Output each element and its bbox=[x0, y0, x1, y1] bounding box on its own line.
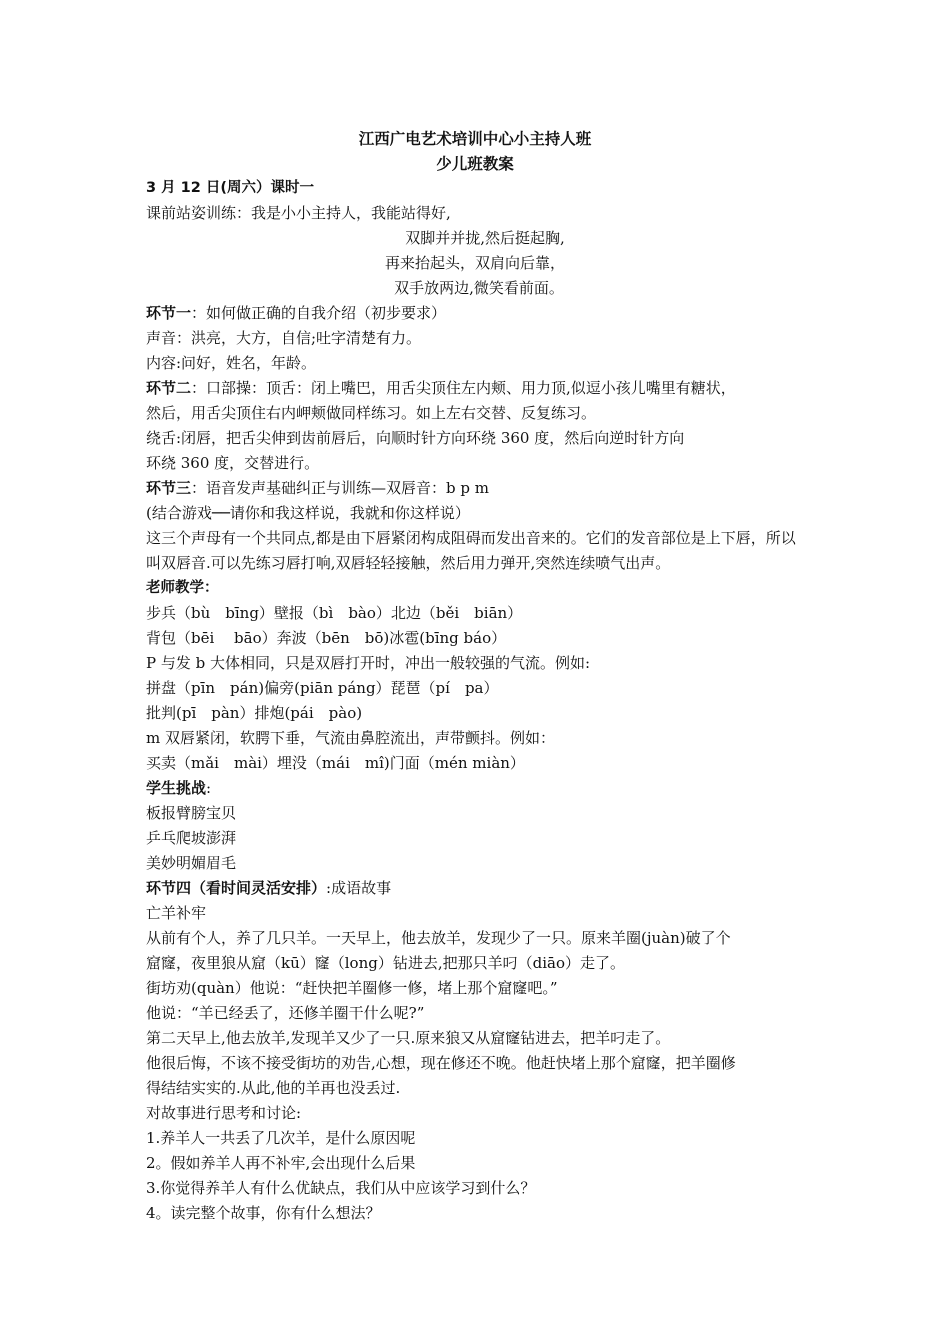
story-line: 他很后悔，不该不接受街坊的劝告,心想，现在修还不晚。他赶快堵上那个窟窿，把羊圈修 bbox=[146, 1054, 736, 1072]
story-line: 得结结实实的.从此,他的羊再也没丢过. bbox=[146, 1079, 401, 1097]
explanation-line: 叫双唇音.可以先练习唇打响,双唇轻轻接触，然后用力弹开,突然连续喷气出声。 bbox=[146, 554, 671, 572]
teach-line: P 与发 b 大体相同，只是双唇打开时，冲出一般较强的气流。例如: bbox=[146, 654, 591, 672]
game-note: (结合游戏──请你和我这样说，我就和你这样说） bbox=[146, 504, 470, 522]
section-four bbox=[146, 878, 391, 898]
student-line: 板报臂膀宝贝 bbox=[146, 804, 237, 822]
rao-she-line: 环绕 360 度，交替进行。 bbox=[146, 454, 320, 472]
story-title: 亡羊补牢 bbox=[146, 904, 207, 922]
warmup-line: 再来抬起头，双肩向后靠， bbox=[384, 254, 565, 272]
discussion-question: 1.养羊人一共丢了几次羊，是什么原因呢 bbox=[146, 1129, 416, 1147]
section-four-label: 环节四（看时间灵活安排） bbox=[146, 879, 327, 897]
student-line: 乒乓爬坡澎湃 bbox=[146, 829, 237, 847]
teach-line: 拼盘（pīn pán)偏旁(piān páng）琵琶（pí pa） bbox=[146, 679, 499, 697]
section-two-text: ：口部操：顶舌：闭上嘴巴，用舌尖顶住左内颊、用力顶,似逗小孩儿嘴里有糖状， bbox=[191, 379, 736, 397]
student-line: 美妙明媚眉毛 bbox=[146, 854, 237, 872]
discussion-question: 2。假如养羊人再不补牢,会出现什么后果 bbox=[146, 1154, 416, 1172]
teach-line: 买卖（mǎi mài）埋没（mái mî)门面（mén miàn） bbox=[146, 754, 525, 772]
section-two-label: 环节二 bbox=[146, 379, 192, 397]
teach-line: m 双唇紧闭，软腭下垂，气流由鼻腔流出，声带颤抖。例如： bbox=[146, 729, 555, 747]
section-three bbox=[146, 478, 489, 498]
section-one-label: 环节一 bbox=[146, 304, 192, 322]
section-three-label: 环节三 bbox=[146, 479, 192, 497]
document-title: 江西广电艺术培训中心小主持人班 bbox=[358, 130, 592, 148]
document-subtitle: 少儿班教案 bbox=[436, 155, 514, 173]
teach-line: 步兵（bù bīng）壁报（bì bào）北边（běi biān） bbox=[146, 604, 523, 622]
student-colon: : bbox=[206, 779, 212, 797]
student-challenge bbox=[146, 778, 211, 798]
discussion-title: 对故事进行思考和讨论: bbox=[146, 1104, 302, 1122]
explanation-line: 这三个声母有一个共同点,都是由下唇紧闭构成阻碍而发出音来的。它们的发音部位是上下唇，所以 bbox=[146, 529, 796, 547]
discussion-question: 4。读完整个故事，你有什么想法？ bbox=[146, 1204, 381, 1222]
teach-line: 背包（bēi bāo）奔波（bēn bō)冰雹(bīng báo） bbox=[146, 629, 507, 647]
voice-requirement: 声音：洪亮，大方，自信;吐字清楚有力。 bbox=[146, 329, 422, 347]
teacher-label: 老师教学： bbox=[146, 580, 219, 596]
discussion-question: 3.你觉得养羊人有什么优缺点，我们从中应该学习到什么？ bbox=[146, 1179, 536, 1197]
section-four-text: :成语故事 bbox=[326, 879, 392, 897]
story-line: 窟窿，夜里狼从窟（kū）窿（long）钻进去,把那只羊叼（diāo）走了。 bbox=[146, 954, 625, 972]
warmup-intro: 课前站姿训练：我是小小主持人，我能站得好, bbox=[146, 204, 451, 222]
section-one-text: ：如何做正确的自我介绍（初步要求） bbox=[191, 304, 447, 322]
section-three-text: ：语音发声基础纠正与训练—双唇音：b p m bbox=[191, 479, 489, 497]
teach-line: 批判(pī pàn）排炮(pái pào) bbox=[146, 704, 363, 722]
warmup-line: 双手放两边,微笑看前面。 bbox=[394, 279, 564, 297]
warmup-line: 双脚并并拢,然后挺起胸, bbox=[405, 229, 565, 247]
story-line: 第二天早上,他去放羊,发现羊又少了一只.原来狼又从窟窿钻进去，把羊叼走了。 bbox=[146, 1029, 671, 1047]
student-label: 学生挑战 bbox=[146, 779, 207, 797]
story-line: 从前有个人，养了几只羊。一天早上，他去放羊，发现少了一只。原来羊圈(juàn)破了个 bbox=[146, 929, 731, 947]
section-one bbox=[146, 303, 446, 323]
rao-she-line: 绕舌:闭唇，把舌尖伸到齿前唇后，向顺时针方向环绕 360 度，然后向逆时针方向 bbox=[146, 429, 685, 447]
story-line: 他说：“羊已经丢了，还修羊圈干什么呢?” bbox=[146, 1004, 425, 1022]
content-requirement: 内容:问好，姓名，年龄。 bbox=[146, 354, 317, 372]
story-line: 街坊劝(quàn）他说：“赶快把羊圈修一修，堵上那个窟窿吧。” bbox=[146, 979, 558, 997]
lesson-date: 3 月 12 日(周六）课时一 bbox=[146, 180, 315, 196]
section-two bbox=[146, 378, 736, 398]
section-two-continued: 然后，用舌尖顶住右内岬颊做同样练习。如上左右交替、反复练习。 bbox=[146, 404, 597, 422]
